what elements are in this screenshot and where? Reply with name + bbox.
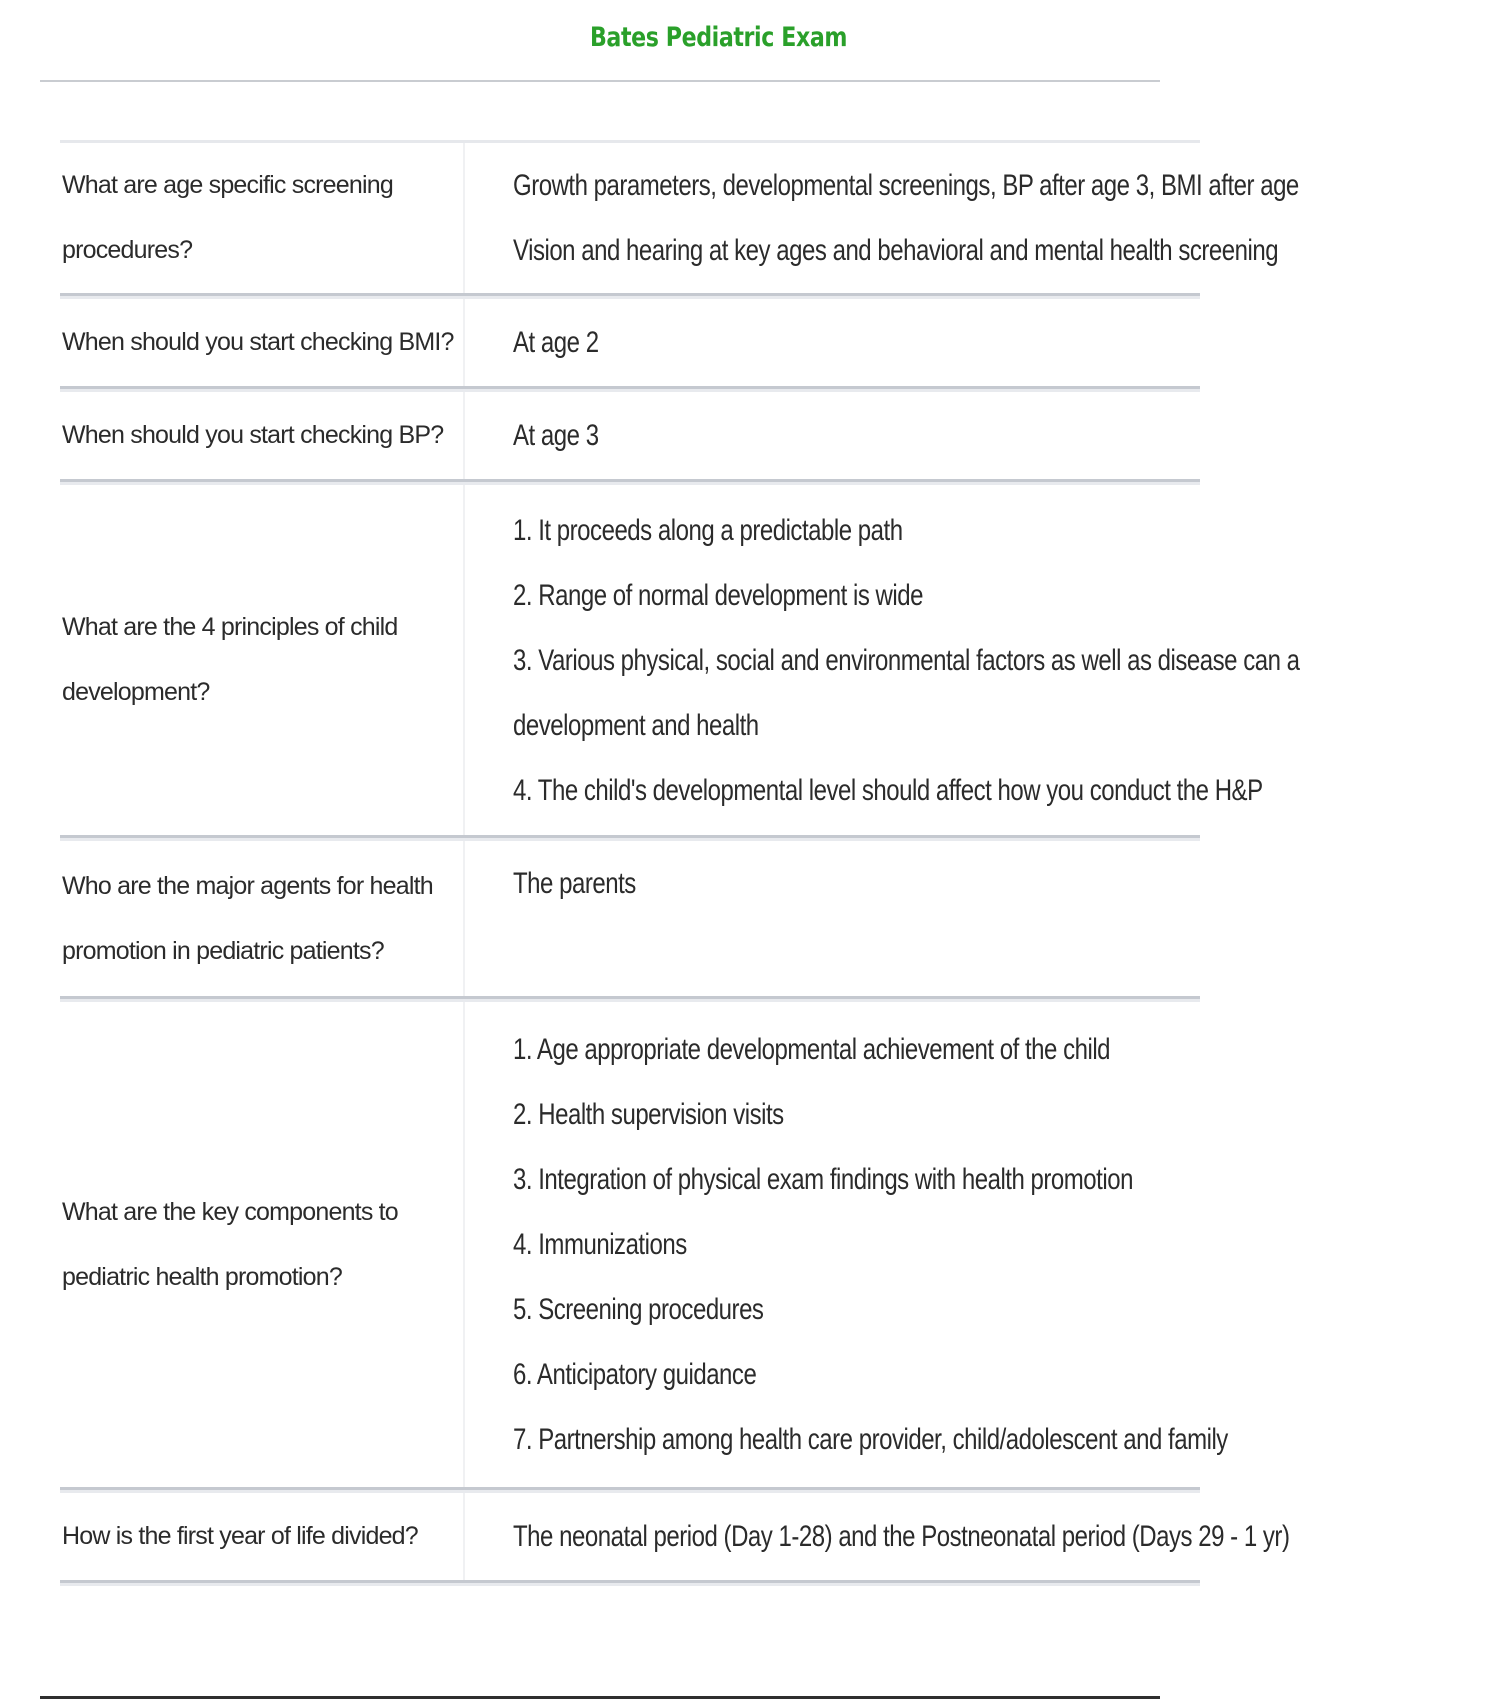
qa-row xyxy=(60,485,1300,838)
answer-line: 5. Screening procedures xyxy=(513,1293,764,1326)
question-cell xyxy=(60,485,465,835)
answer-line: 6. Anticipatory guidance xyxy=(513,1358,757,1391)
question-text: When should you start checking BMI? xyxy=(62,328,454,356)
answer-line: Vision and hearing at key ages and behavioral and mental health screening xyxy=(513,234,1279,267)
question-cell xyxy=(60,392,465,479)
qa-table xyxy=(60,140,1300,1586)
question-cell xyxy=(60,143,465,293)
question-text: What are age specific screening procedures? xyxy=(62,171,393,264)
header-divider xyxy=(40,80,1160,82)
answer-line: 3. Various physical, social and environmental factors as well as disease can a xyxy=(513,643,1300,677)
question-text: Who are the major agents for health promotion in pediatric patients? xyxy=(62,871,433,965)
answer-line: The parents xyxy=(513,867,636,900)
answer-line: 7. Partnership among health care provider, child/adolescent and family xyxy=(513,1423,1228,1456)
answer-line: 2. Health supervision visits xyxy=(513,1098,784,1131)
answer-line: 1. It proceeds along a predictable path xyxy=(513,513,903,547)
question-cell xyxy=(60,299,465,386)
qa-row xyxy=(60,841,1200,999)
qa-row xyxy=(60,1002,1228,1490)
answer-cell xyxy=(465,1002,1407,1487)
answer-line: 1. Age appropriate developmental achievement of the child xyxy=(513,1033,1111,1066)
answer-cell xyxy=(465,841,1200,996)
answer-line: 4. The child's developmental level should affect how you conduct the H&P xyxy=(513,773,1263,807)
answer-line: 2. Range of normal development is wide xyxy=(513,578,923,612)
answer-cell xyxy=(465,1493,1484,1580)
answer-line: At age 3 xyxy=(513,419,599,452)
qa-row xyxy=(60,299,1200,389)
document-title: Bates Pediatric Exam xyxy=(589,22,848,53)
question-text: What are the key components to pediatric health promotion? xyxy=(62,1197,398,1291)
answer-cell xyxy=(465,299,1200,386)
answer-line: The neonatal period (Day 1-28) and the Postneonatal period (Days 29 - 1 yr) xyxy=(513,1520,1290,1553)
qa-row xyxy=(60,1493,1290,1583)
question-text: How is the first year of life divided? xyxy=(62,1522,418,1550)
question-text: What are the 4 principles of child development? xyxy=(62,613,398,706)
answer-cell xyxy=(465,143,1495,293)
question-cell xyxy=(60,1493,465,1580)
answer-line: 4. Immunizations xyxy=(513,1228,687,1261)
question-cell xyxy=(60,841,465,996)
answer-line: At age 2 xyxy=(513,326,599,359)
answer-line: 3. Integration of physical exam findings with health promotion xyxy=(513,1163,1133,1196)
answer-cell xyxy=(465,485,1496,835)
question-cell xyxy=(60,1002,465,1487)
answer-cell xyxy=(465,392,1200,479)
footer-divider xyxy=(40,1696,1160,1699)
answer-line: development and health xyxy=(513,708,759,742)
answer-line: Growth parameters, developmental screenings, BP after age 3, BMI after age xyxy=(513,169,1299,202)
qa-row xyxy=(60,143,1299,296)
qa-row xyxy=(60,392,1200,482)
question-text: When should you start checking BP? xyxy=(62,421,444,449)
